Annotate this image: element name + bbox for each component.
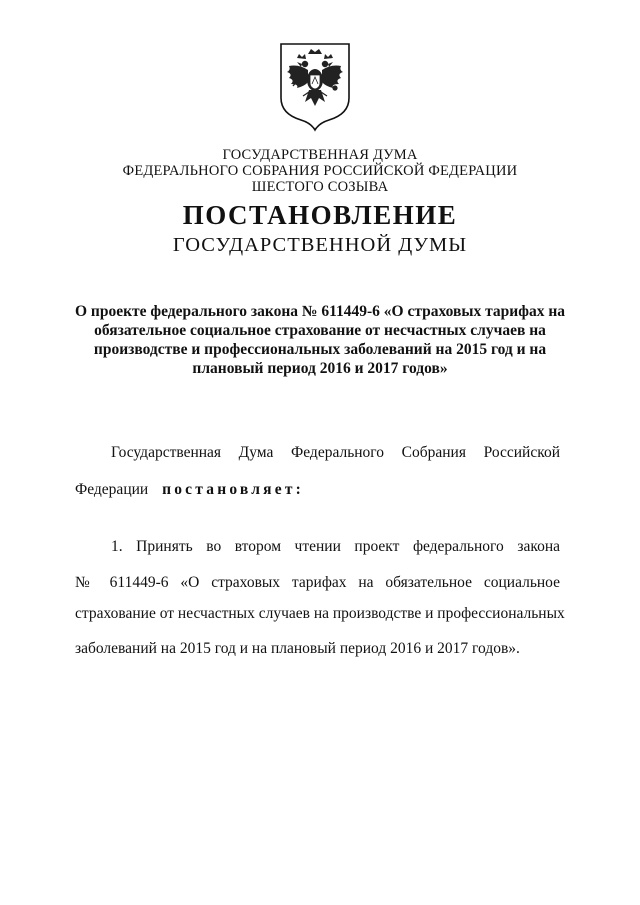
title-line: плановый период 2016 и 2017 годов» bbox=[192, 360, 448, 377]
item-line: № 611449-6 «О страховых тарифах на обязательное социальное bbox=[75, 574, 560, 591]
title-line: О проекте федерального закона № 611449-6 «О страховых тарифах на bbox=[74, 303, 566, 320]
item-line: заболеваний на 2015 год и на плановый период 2016 и 2017 годов». bbox=[75, 640, 520, 657]
document-type-subheading: ГОСУДАРСТВЕННОЙ ДУМЫ bbox=[172, 234, 468, 256]
document-type-heading: ПОСТАНОВЛЕНИЕ bbox=[182, 200, 458, 230]
russian-coat-of-arms-icon bbox=[275, 40, 355, 132]
org-line-assembly: ФЕДЕРАЛЬНОГО СОБРАНИЯ РОССИЙСКОЙ ФЕДЕРАЦИИ bbox=[122, 163, 518, 179]
title-line: обязательное социальное страхование от несчастных случаев на bbox=[94, 322, 546, 339]
resolves-verb: постановляет: bbox=[162, 481, 304, 498]
item-line: 1. Принять во втором чтении проект федерального закона bbox=[111, 538, 560, 555]
item-line: страхование от несчастных случаев на производстве и профессиональных bbox=[75, 605, 565, 622]
org-line-duma: ГОСУДАРСТВЕННАЯ ДУМА bbox=[222, 147, 418, 163]
org-line-convocation: ШЕСТОГО СОЗЫВА bbox=[251, 179, 389, 195]
title-line: производстве и профессиональных заболеваний на 2015 год и на bbox=[93, 341, 547, 358]
preamble-line: Государственная Дума Федерального Собрания Российской bbox=[111, 444, 560, 461]
preamble-federation: Федерации bbox=[75, 481, 149, 498]
preamble-line bbox=[75, 481, 560, 499]
